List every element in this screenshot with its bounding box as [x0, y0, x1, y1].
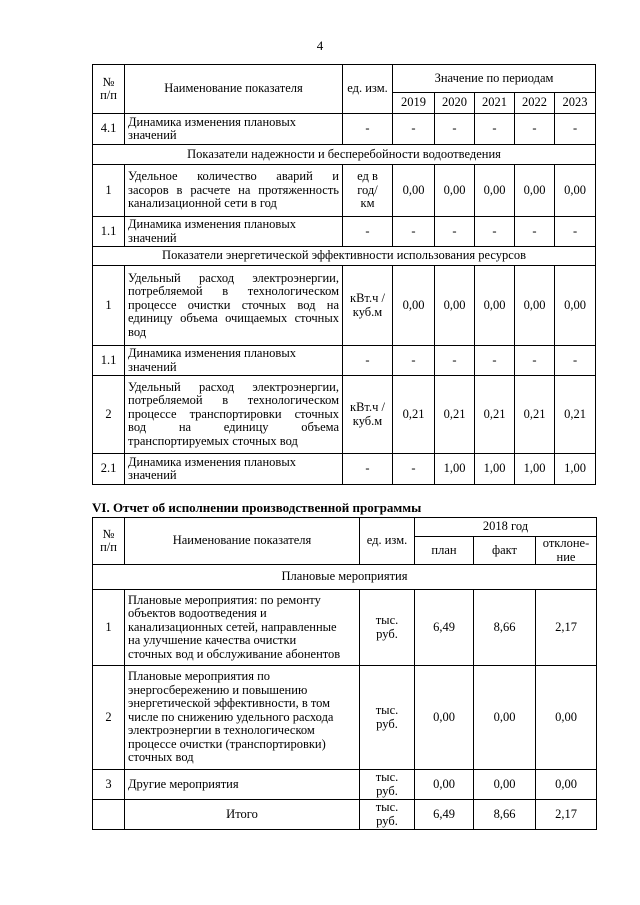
value-cell: 1,00	[475, 454, 515, 485]
row-unit-line: куб.м	[352, 304, 383, 319]
value-cell: -	[393, 346, 435, 376]
fact-cell: 8,66	[474, 590, 536, 666]
row-name: Другие мероприятия	[125, 770, 360, 800]
value-cell: 0,00	[475, 266, 515, 346]
header-deviation-line: отклоне-	[542, 536, 590, 550]
header-deviation-line: ние	[556, 549, 576, 564]
deviation-cell: 0,00	[536, 666, 597, 770]
row-unit	[343, 266, 393, 346]
row-name	[125, 114, 343, 145]
row-name-line: процессе очистки сточных вод на	[128, 297, 339, 312]
value-cell: -	[435, 346, 475, 376]
row-unit-line: кВт.ч /	[350, 400, 385, 414]
program-report-table	[92, 517, 597, 830]
row-name	[125, 454, 343, 485]
row-name	[125, 165, 343, 217]
section-row	[93, 145, 596, 165]
row-name-line: потребляемой в технологическом	[128, 284, 339, 299]
row-name-line: Динамика изменения плановых	[128, 346, 296, 360]
row-unit-line: тыс.	[375, 800, 399, 814]
table-row	[93, 217, 596, 247]
table-row	[93, 266, 596, 346]
row-name-line: процессе транспортировки сточных	[128, 406, 339, 421]
header-row	[93, 518, 597, 537]
row-name-line: Удельный расход электроэнергии,	[128, 270, 339, 285]
deviation-cell: 2,17	[536, 590, 597, 666]
table-row	[93, 770, 597, 800]
row-name-line: Динамика изменения плановых	[128, 217, 296, 231]
year-cell: 2023	[555, 93, 596, 114]
fact-cell: 8,66	[474, 800, 536, 830]
row-unit: -	[343, 346, 393, 376]
header-num-text: № п/п	[100, 74, 117, 102]
fact-cell: 0,00	[474, 666, 536, 770]
row-name-line: Плановые мероприятия по	[128, 669, 271, 684]
value-cell: 0,00	[435, 165, 475, 217]
value-cell: -	[475, 346, 515, 376]
value-cell: -	[555, 114, 596, 145]
row-name-line: потребляемой в технологическом	[128, 393, 339, 408]
value-cell: 0,00	[393, 266, 435, 346]
section-title: Показатели надежности и бесперебойности водоотведения	[93, 145, 596, 165]
row-unit-line: год/	[357, 182, 378, 197]
header-num: № п/п	[93, 518, 125, 565]
year-cell: 2020	[435, 93, 475, 114]
value-cell: 0,21	[555, 376, 596, 454]
row-num: 4.1	[93, 114, 125, 145]
header-periods: Значение по периодам	[393, 65, 596, 93]
value-cell: 0,00	[475, 165, 515, 217]
row-num: 1.1	[93, 217, 125, 247]
table-row	[93, 666, 597, 770]
value-cell: -	[555, 217, 596, 247]
row-name-line: канализационных сетей, направленные	[128, 619, 337, 634]
row-unit-line: тыс.	[375, 613, 399, 627]
table-row	[93, 590, 597, 666]
year-cell: 2022	[515, 93, 555, 114]
row-name-line: процессе очистки (транспортировки)	[128, 736, 326, 751]
table-row	[93, 454, 596, 485]
value-cell: -	[435, 114, 475, 145]
value-cell: 1,00	[515, 454, 555, 485]
page-number: 4	[316, 38, 324, 53]
row-name-line: сточных вод	[128, 750, 194, 765]
value-cell: 0,00	[435, 266, 475, 346]
value-cell: -	[555, 346, 596, 376]
section-row	[93, 247, 596, 266]
row-name-line: значений	[128, 468, 177, 482]
row-unit-line: тыс.	[375, 770, 399, 784]
year-cell: 2021	[475, 93, 515, 114]
value-cell: 0,00	[393, 165, 435, 217]
row-unit	[360, 800, 415, 830]
total-label: Итого	[125, 800, 360, 830]
row-name-line: вод	[128, 324, 147, 339]
row-name-line: засоров в расчете на протяженность	[128, 182, 339, 197]
row-num: 2.1	[93, 454, 125, 485]
row-unit-line: руб.	[376, 783, 398, 798]
value-cell: 0,21	[435, 376, 475, 454]
row-name-line: транспортируемых сточных вод	[128, 433, 298, 448]
row-name	[125, 346, 343, 376]
row-name-line: электроэнергии в технологическом	[128, 723, 315, 738]
row-name-line: Плановые мероприятия: по ремонту	[128, 592, 321, 607]
row-num: 2	[93, 376, 125, 454]
row-unit-line: кВт.ч /	[350, 291, 385, 305]
row-unit-line: руб.	[376, 626, 398, 641]
row-unit-line: ед в	[357, 169, 378, 184]
row-name-line: Удельное количество аварий и	[128, 169, 339, 184]
plan-cell: 0,00	[415, 770, 474, 800]
value-cell: 0,00	[515, 266, 555, 346]
row-name-line: вод на единицу объема	[128, 420, 339, 435]
value-cell: 0,21	[393, 376, 435, 454]
fact-cell: 0,00	[474, 770, 536, 800]
header-name: Наименование показателя	[125, 518, 360, 565]
plan-cell: 0,00	[415, 666, 474, 770]
row-unit	[360, 590, 415, 666]
row-unit	[360, 770, 415, 800]
row-name-line: значений	[128, 230, 177, 245]
header-deviation	[536, 537, 597, 565]
deviation-cell: 2,17	[536, 800, 597, 830]
row-name-line: сточных вод и обслуживание абонентов	[128, 646, 341, 661]
row-unit-line: руб.	[376, 813, 398, 828]
value-cell: -	[515, 114, 555, 145]
row-name-line: значений	[128, 359, 177, 374]
row-name	[125, 590, 360, 666]
row-name-line: на улучшение качества очистки	[128, 633, 297, 648]
row-name-line: Динамика изменения плановых	[128, 114, 296, 129]
row-name	[125, 217, 343, 247]
table-row	[93, 114, 596, 145]
value-cell: 0,21	[515, 376, 555, 454]
row-name-line: числе по снижению удельного расхода	[128, 709, 334, 724]
year-cell: 2019	[393, 93, 435, 114]
row-num: 2	[93, 666, 125, 770]
row-unit	[360, 666, 415, 770]
value-cell: -	[393, 217, 435, 247]
table-row	[93, 346, 596, 376]
table-row	[93, 165, 596, 217]
row-num	[93, 800, 125, 830]
header-year: 2018 год	[415, 518, 597, 537]
section-heading: VI. Отчет об исполнении производственной программы	[92, 500, 422, 515]
plan-cell: 6,49	[415, 800, 474, 830]
value-cell: -	[393, 454, 435, 485]
row-name-line: канализационной сети в год	[128, 196, 277, 211]
row-name-line: объектов водоотведения и	[128, 606, 267, 621]
value-cell: 0,21	[475, 376, 515, 454]
row-unit-line: руб.	[376, 716, 398, 731]
row-unit-line: тыс.	[375, 703, 399, 717]
plan-cell: 6,49	[415, 590, 474, 666]
row-num: 1	[93, 590, 125, 666]
row-num: 1	[93, 165, 125, 217]
row-unit: -	[343, 114, 393, 145]
indicators-table	[92, 64, 596, 485]
row-name-line: единицу объема очищаемых сточных	[128, 311, 339, 326]
value-cell: -	[435, 217, 475, 247]
header-plan: план	[415, 537, 474, 565]
deviation-cell: 0,00	[536, 770, 597, 800]
row-unit-line: км	[360, 196, 375, 211]
section-row	[93, 565, 597, 590]
header-row	[93, 65, 596, 93]
value-cell: -	[515, 217, 555, 247]
header-unit: ед. изм.	[343, 65, 393, 114]
row-name-line: Удельный расход электроэнергии,	[128, 379, 339, 394]
row-unit: -	[343, 454, 393, 485]
row-name-line: значений	[128, 128, 177, 142]
row-name-line: энергетической эффективности, в том	[128, 696, 331, 711]
row-num: 3	[93, 770, 125, 800]
section-title: Показатели энергетической эффективности использования ресурсов	[93, 247, 596, 266]
total-row	[93, 800, 597, 830]
value-cell: 0,00	[555, 266, 596, 346]
header-fact: факт	[474, 537, 536, 565]
row-name	[125, 376, 343, 454]
value-cell: -	[475, 217, 515, 247]
value-cell: -	[393, 114, 435, 145]
header-unit: ед. изм.	[360, 518, 415, 565]
value-cell: 1,00	[435, 454, 475, 485]
row-unit	[343, 376, 393, 454]
row-name	[125, 666, 360, 770]
row-num: 1.1	[93, 346, 125, 376]
row-unit	[343, 165, 393, 217]
value-cell: 1,00	[555, 454, 596, 485]
table-row	[93, 376, 596, 454]
value-cell: -	[475, 114, 515, 145]
row-name-line: энергосбережению и повышению	[128, 682, 308, 697]
row-unit-line: куб.м	[352, 413, 383, 428]
value-cell: -	[515, 346, 555, 376]
header-num	[93, 65, 125, 114]
row-unit: -	[343, 217, 393, 247]
row-name-line: Динамика изменения плановых	[128, 454, 296, 469]
section-title: Плановые мероприятия	[93, 565, 597, 590]
row-num: 1	[93, 266, 125, 346]
row-name	[125, 266, 343, 346]
value-cell: 0,00	[515, 165, 555, 217]
value-cell: 0,00	[555, 165, 596, 217]
header-name: Наименование показателя	[125, 65, 343, 114]
